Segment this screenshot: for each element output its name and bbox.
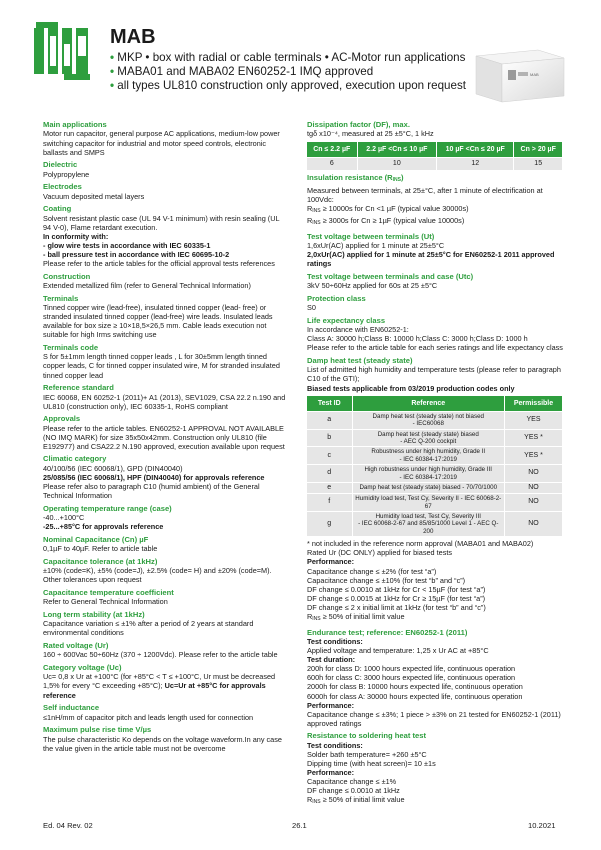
rins-line: $R_{INS} \ge 50\%$ of initial limit value xyxy=(307,795,405,806)
section-text: S for 5±1mm length tinned copper leads , L for 30±5mm length tinned copper leads, C for tinned copper insulated wire, M for stranded insulated tinned copper lead xyxy=(43,352,280,380)
table-row xyxy=(307,512,563,537)
sub-heading: Performance: xyxy=(307,700,355,710)
damp-heat-table xyxy=(307,396,563,537)
performance-line: DF change ≤ 2 x initial limit at 1kHz (for test “b” and “c”) xyxy=(307,602,486,612)
reference-cell xyxy=(352,447,505,465)
table-cell: 15 xyxy=(514,157,563,170)
section-heading: Coating xyxy=(43,204,72,214)
section-heading: Construction xyxy=(43,271,91,281)
section-text: 160 ÷ 600Vac 50÷60Hz (370 ÷ 1200Vdc). Please refer to the article table xyxy=(43,650,278,660)
section-heading: Dissipation factor (DF), max. xyxy=(307,120,410,129)
rins-line-1: $R_{INS} \ge 10000s$ for Cn <1 µF (typical value 30000s) xyxy=(307,203,469,214)
section-text: 0,1µF to 40µF. Refer to article table xyxy=(43,544,158,554)
spec-section xyxy=(43,294,287,340)
reference-line: Humidity load test, Test Cy, Severity II - IEC 60068-2-67 xyxy=(355,495,502,510)
soldering-section xyxy=(307,731,563,807)
permissible-cell: YES xyxy=(505,411,563,429)
section-text: Refer to General Technical Information xyxy=(43,597,168,607)
section-text: Uc= 0,8 x Ur at +100°C (for +85°C < T ≤ +100°C, Ur must be decreased 1,5% for every °C exceeding +85°C); xyxy=(43,672,276,691)
col-header: 2.2 µF <Cn ≤ 10 µF xyxy=(357,142,437,158)
section-bold-text: - ball pressure test in accordance with IEC 60695-10-2 xyxy=(43,249,230,259)
table-row xyxy=(307,447,563,465)
table-row xyxy=(307,494,563,512)
right-column xyxy=(307,120,563,811)
permissible-cell: YES * xyxy=(505,447,563,465)
section-heading: Terminals xyxy=(43,293,79,303)
spec-section xyxy=(43,383,287,411)
section-text: ±10% (code=K), ±5% (code=J), ±2.5% (code= H) and ±20% (code=M). Other tolerances upon request xyxy=(43,566,272,585)
reference-line: Damp heat test (steady state) biased xyxy=(377,430,479,438)
spec-section xyxy=(43,182,287,201)
section-text: IEC 60068, EN 60252-1 (2011)+ A1 (2013), SEV1029, CSA 22.2 n.190 and UL810 (construction only), IEC 60335-1, RoHS compliant xyxy=(43,392,286,411)
duration-line: 2000h for class B: 10000 hours expected life, continuous operation xyxy=(307,682,523,692)
col-header: Cn ≤ 2.2 µF xyxy=(307,142,357,158)
reference-line: - IEC60068 xyxy=(412,420,444,428)
footer-edition: Ed. 04 Rev. 02 xyxy=(43,821,93,830)
col-header: Test ID xyxy=(307,396,352,412)
rated-note: Rated Ur (DC ONLY) applied for biased tests xyxy=(307,548,453,558)
table-cell: 12 xyxy=(437,157,514,170)
performance-line: DF change ≤ 0.0015 at 1kHz for Cr ≥ 15µF (for test “a”) xyxy=(307,593,486,603)
section-text: Applied voltage and temperature: 1,25 x Ur AC at +85°C xyxy=(307,646,489,656)
spec-section xyxy=(43,204,287,268)
section-heading: Resistance to soldering heat test xyxy=(307,731,427,741)
section-heading: Self inductance xyxy=(43,703,100,713)
permissible-cell: NO xyxy=(505,482,563,493)
section-text: Extended metallized film (refer to General Technical Information) xyxy=(43,281,251,291)
section-bold-text: -25...+85°C for approvals reference xyxy=(43,522,164,532)
endurance-section xyxy=(307,628,563,728)
section-text: Motor run capacitor, general purpose AC applications, medium-low power switching capacitor for industrial and motor speed controls, electronic ballasts and SMPS xyxy=(43,129,280,157)
section-text: The pulse characteristic Ko depends on the voltage waveform.In any case the value given in the article table must not be overcome xyxy=(43,734,282,753)
reference-line: Robustness under high humidity, Grade II xyxy=(371,448,486,456)
permissible-cell: NO xyxy=(505,465,563,483)
section-heading: Capacitance tolerance (at 1kHz) xyxy=(43,556,158,566)
reference-cell xyxy=(352,494,505,512)
test-id-cell: g xyxy=(307,512,352,537)
section-bold-text: 25/085/56 (IEC 60068/1), HPF (DIN40040) for approvals reference xyxy=(43,472,265,482)
section-heading: Category voltage (Uc) xyxy=(43,662,122,672)
section-heading: Protection class xyxy=(307,293,366,303)
df-table xyxy=(307,142,563,170)
section-heading: Approvals xyxy=(43,414,81,424)
section-text: DF change ≤ 0.0010 at 1kHz xyxy=(307,786,400,796)
test-id-cell: d xyxy=(307,465,352,483)
spec-section xyxy=(43,557,287,585)
section-text: Polypropylene xyxy=(43,169,90,179)
section-text: Please refer to the article tables for the official approval tests references xyxy=(43,259,275,269)
bullet-2: MABA01 and MABA02 EN60252-1 IMQ approved xyxy=(117,65,374,79)
bullet-3: all types UL810 construction only approved, execution upon request xyxy=(117,79,466,93)
spec-section xyxy=(43,160,287,179)
test-id-cell: b xyxy=(307,429,352,447)
reference-line: Damp heat test (steady state) biased - 70/70/1000 xyxy=(359,484,498,492)
table-row xyxy=(307,465,563,483)
table-cell: 6 xyxy=(307,157,357,170)
permissible-cell: NO xyxy=(505,512,563,537)
spec-section xyxy=(43,120,287,157)
right-sections xyxy=(307,232,563,353)
section-heading: Test voltage between terminals (Ut) xyxy=(307,231,435,241)
footer-date: 10.2021 xyxy=(528,821,556,830)
spec-section xyxy=(43,725,287,753)
section-heading: Long term stability (at 1kHz) xyxy=(43,609,145,619)
section-text: Capacitance variation ≤ ±1% after a period of 2 years at standard environmental conditions xyxy=(43,619,254,638)
section-heading: Terminals code xyxy=(43,342,99,352)
section-heading: Climatic category xyxy=(43,454,107,464)
sub-heading: Test conditions: xyxy=(307,636,363,646)
section-heading: Insulation resistance $(R_{INS})$ xyxy=(307,173,404,184)
footnote: * not included in the reference norm approval (MABA01 and MABA02) xyxy=(307,539,534,549)
section-heading: Nominal Capacitance (Cn) µF xyxy=(43,534,149,544)
spec-section xyxy=(43,641,287,660)
reference-line: - IEC 60068-2-67 and 85/85/1000 Level 1 - AEC Q-200 xyxy=(358,520,499,535)
section-text: 3kV 50÷60Hz applied for 60s at 25 ±5°C xyxy=(307,281,438,291)
sub-heading: Performance: xyxy=(307,768,355,778)
spec-section xyxy=(43,414,287,451)
spec-section xyxy=(43,504,287,532)
spec-section xyxy=(43,535,287,554)
performance-heading: Performance: xyxy=(307,557,355,567)
section-text: Solder bath temperature= +260 ±5°C xyxy=(307,749,427,759)
section-text: Capacitance change ≤ ±1% xyxy=(307,777,397,787)
section-text: Capacitance change ≤ ±3%; 1 piece > ±3% on 21 tested for EN60252-1 (2011) approved ratings xyxy=(307,709,561,728)
section-text: Vacuum deposited metal layers xyxy=(43,191,145,201)
test-id-cell: a xyxy=(307,411,352,429)
col-header: Cn > 20 µF xyxy=(514,142,563,158)
spec-section xyxy=(43,343,287,380)
sub-heading: Test duration: xyxy=(307,655,356,665)
rins-line-2: $R_{INS} \ge 3000s$ for Cn ≥ 1µF (typical value 10000s) xyxy=(307,215,465,226)
reference-line: - IEC 60384-17:2019 xyxy=(399,473,457,481)
duration-line: 6000h for class A: 30000 hours expected life, continuous operation xyxy=(307,691,523,701)
reference-line: - IEC 60384-17:2019 xyxy=(399,455,457,463)
section-text: 40/100/56 (IEC 60068/1), GPD (DIN40040) xyxy=(43,463,183,473)
spec-section xyxy=(43,703,287,722)
permissible-cell: NO xyxy=(505,494,563,512)
section-text: Class A: 30000 h;Class B: 10000 h;Class C: 3000 h;Class D: 1000 h xyxy=(307,334,528,344)
section-heading: Test voltage between terminals and case (Utc) xyxy=(307,271,474,281)
sub-heading: Test conditions: xyxy=(307,740,363,750)
section-heading: Reference standard xyxy=(43,383,114,393)
section-text: S0 xyxy=(307,303,316,313)
table-cell: 10 xyxy=(357,157,437,170)
spec-section xyxy=(43,454,287,500)
spec-section xyxy=(307,272,563,291)
table-row xyxy=(307,482,563,493)
section-text: Measured between terminals, at 25±°C, after 1 minute of electrification at 100Vdc: xyxy=(307,185,543,204)
spec-section xyxy=(307,232,563,269)
section-bold-text: Biased tests applicable from 03/2019 production codes only xyxy=(307,383,515,393)
col-header: Reference xyxy=(352,396,505,412)
reference-cell xyxy=(352,465,505,483)
spec-section xyxy=(307,316,563,353)
performance-line: DF change ≤ 0.0010 at 1kHz for Cr < 15µF (for test “a”) xyxy=(307,584,486,594)
permissible-cell: YES * xyxy=(505,429,563,447)
section-text: 1,6xUr(AC) applied for 1 minute at 25±5°C xyxy=(307,240,445,250)
damp-heat-section xyxy=(307,356,563,624)
reference-cell xyxy=(352,429,505,447)
reference-line: Humidity load test, Test Cy, Severity III xyxy=(375,513,481,520)
spec-section xyxy=(43,588,287,607)
test-id-cell: e xyxy=(307,482,352,493)
spec-section xyxy=(43,663,287,700)
section-heading: Electrodes xyxy=(43,182,82,192)
section-heading: Damp heat test (steady state) xyxy=(307,355,413,365)
section-heading: Main applications xyxy=(43,120,107,129)
section-text: Please refer also to paragraph C10 (humid ambient) of the General Technical Information xyxy=(43,482,260,501)
spec-section xyxy=(307,294,563,313)
test-id-cell: f xyxy=(307,494,352,512)
section-bold-text: - glow wire tests in accordance with IEC 60335-1 xyxy=(43,240,211,250)
reference-line: Damp heat test (steady state) not biased xyxy=(372,412,484,420)
col-header: Permissible xyxy=(505,396,563,412)
section-heading: Rated voltage (Ur) xyxy=(43,640,109,650)
company-logo xyxy=(34,22,92,80)
section-text: Tinned copper wire (lead-free), insulated tinned copper (lead- free) or stranded insulated tinned copper (lead-free) wire leads. Insulated leads available for box size ≥ 10×18,5×26,5 mm. Cable leads execution not suitable for high Irms switching use xyxy=(43,303,273,340)
page-title: MAB xyxy=(110,26,156,48)
reference-cell xyxy=(352,512,505,537)
bullet-1: MKP • box with radial or cable terminals • AC-Motor run applications xyxy=(117,51,466,64)
spec-section xyxy=(43,610,287,638)
section-text: Dipping time (with heat screen)= 10 ±1s xyxy=(307,759,436,768)
performance-line: Capacitance change ≤ ±10% (for test “b” and “c”) xyxy=(307,575,466,585)
performance-line: Capacitance change ≤ ±2% (for test “a”) xyxy=(307,566,437,576)
reference-line: - AEC Q-200 cockpit xyxy=(400,437,457,445)
table-row xyxy=(307,411,563,429)
section-heading: Endurance test; reference: EN60252-1 (2011) xyxy=(307,627,468,637)
section-heading: Maximum pulse rise time V/µs xyxy=(43,725,152,735)
reference-cell xyxy=(352,411,505,429)
spec-section xyxy=(43,272,287,291)
section-text xyxy=(43,672,287,699)
section-heading: Dielectric xyxy=(43,160,78,170)
section-text: ≤1nH/mm of capacitor pitch and leads length used for connection xyxy=(43,712,254,722)
left-column xyxy=(43,120,287,756)
product-bullets: • MKP • box with radial or cable terminals • AC-Motor run applications • MABA01 and MABA02 EN60252-1 IMQ approved • all types UL810 construction only approved, execution upon request xyxy=(110,51,466,93)
section-text: List of admitted high humidity and temperature tests (please refer to paragraph C10 of the GTI); xyxy=(307,365,561,384)
dissipation-factor-section xyxy=(307,120,563,170)
section-text: In accordance with EN60252-1: xyxy=(307,325,409,335)
duration-line: 600h for class C: 3000 hours expected life, continuous operation xyxy=(307,673,516,683)
col-header: 10 µF <Cn ≤ 20 µF xyxy=(437,142,514,158)
table-row xyxy=(307,429,563,447)
section-bold-text: 2,0xUr(AC) applied for 1 minute at 25±5°C for EN60252-1 2011 approved ratings xyxy=(307,250,555,269)
test-id-cell: c xyxy=(307,447,352,465)
section-text: Solvent resistant plastic case (UL 94 V-1 minimum) with resin sealing (UL 94 V-0), Flame retardant execution. xyxy=(43,213,280,232)
section-text: Please refer to the article tables. EN60252-1 APPROVAL NOT AVAILABLE (NO IMQ MARK) for size 35x50x42mm. Construction only UL810 (file E192977) and CSA22.2 N.190 approved, execution available upon request xyxy=(43,423,285,451)
capacitor-product-image xyxy=(468,42,568,104)
product-label: MAB xyxy=(530,72,539,77)
section-heading: Life expectancy class xyxy=(307,315,386,325)
reference-cell xyxy=(352,482,505,493)
section-heading: Capacitance temperature coefficient xyxy=(43,587,174,597)
section-text: -40...+100°C xyxy=(43,513,85,523)
section-text: Please refer to the article table for each series ratings and life expectancy class xyxy=(307,343,563,353)
footer-page-number: 26.1 xyxy=(292,821,307,830)
insulation-section xyxy=(307,173,563,228)
reference-line: High robustness under high humidity, Grade III xyxy=(364,466,492,474)
section-bold-text: In conformity with: xyxy=(43,231,109,241)
section-bold-text: Uc=Ur at +85°C for approvals reference xyxy=(43,681,266,700)
section-text: tgδ x10⁻⁴, measured at 25 ±5°C, 1 kHz xyxy=(307,129,434,139)
duration-line: 200h for class D: 1000 hours expected life, continuous operation xyxy=(307,664,516,674)
section-heading: Operating temperature range (case) xyxy=(43,503,172,513)
rins-line: $R_{INS} \ge 50\%$ of initial limit value xyxy=(307,611,405,622)
